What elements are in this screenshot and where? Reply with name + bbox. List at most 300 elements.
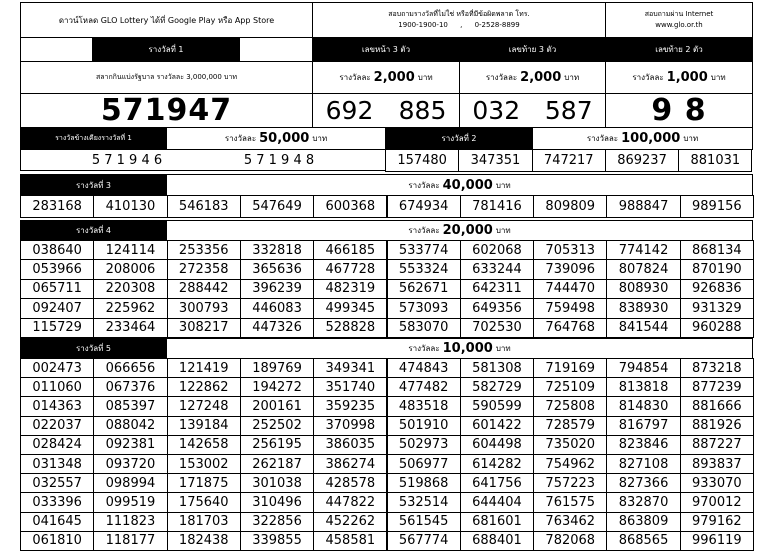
prize5-number bbox=[606, 492, 680, 512]
prize5-number bbox=[460, 512, 534, 532]
prize4-number-text: 332818 bbox=[252, 242, 302, 258]
prize4-number-text: 288442 bbox=[178, 281, 229, 297]
prize5-number-text: 121419 bbox=[178, 360, 229, 376]
prize5-number bbox=[606, 377, 680, 397]
prize5-number-text: 339855 bbox=[252, 533, 302, 549]
front3-amount-suffix: บาท bbox=[417, 73, 433, 82]
prize5-number-text: 601422 bbox=[472, 418, 522, 434]
prize4-number bbox=[460, 318, 534, 338]
prize5-number bbox=[387, 454, 461, 474]
prize5-number bbox=[313, 416, 387, 436]
prize4-number-text: 208006 bbox=[105, 262, 156, 278]
first-prize-number-text: 571947 bbox=[100, 93, 233, 128]
prize5-number bbox=[93, 377, 167, 397]
prize5-number-text: 452262 bbox=[325, 514, 376, 530]
prize4-number bbox=[240, 259, 314, 279]
prize5-number bbox=[167, 492, 241, 512]
prize4-number bbox=[533, 318, 607, 338]
first-prize-title-text: รางวัลที่ 1 bbox=[148, 45, 184, 54]
prize5-number bbox=[680, 473, 754, 493]
prize5-number bbox=[533, 531, 607, 551]
prize5-number bbox=[93, 435, 167, 455]
prize4-number bbox=[387, 279, 461, 299]
prize5-number-text: 754962 bbox=[545, 456, 596, 472]
prize4-number-text: 220308 bbox=[105, 281, 156, 297]
prize5-number-text: 827366 bbox=[618, 475, 669, 491]
near-first-title bbox=[20, 127, 167, 150]
prize4-number bbox=[20, 318, 94, 338]
prize4-number-text: 868134 bbox=[692, 242, 742, 258]
prize5-number bbox=[20, 531, 94, 551]
prize5-number-text: 252502 bbox=[252, 418, 302, 434]
prize4-number-text: 702530 bbox=[472, 320, 522, 336]
prize5-number bbox=[20, 358, 94, 378]
prize5-number bbox=[167, 358, 241, 378]
prize3-number-text: 600368 bbox=[325, 199, 376, 214]
download-notice bbox=[20, 2, 313, 38]
prize4-amount-suffix: บาท bbox=[495, 226, 511, 235]
prize5-number bbox=[313, 492, 387, 512]
prize4-number-text: 447326 bbox=[252, 320, 302, 336]
prize2-number-text: 869237 bbox=[617, 153, 667, 168]
prize5-number bbox=[533, 473, 607, 493]
prize4-number-text: 499345 bbox=[325, 300, 376, 316]
front3-numbers bbox=[312, 93, 460, 128]
prize4-number bbox=[313, 240, 387, 260]
prize3-number-text: 547649 bbox=[252, 199, 302, 214]
prize2-amount-suffix: บาท bbox=[683, 134, 699, 143]
prize5-number-text: 370998 bbox=[325, 418, 376, 434]
prize5-number bbox=[240, 396, 314, 416]
prize5-number bbox=[240, 377, 314, 397]
prize2-amount bbox=[532, 127, 753, 150]
prize5-number-text: 868565 bbox=[618, 533, 669, 549]
prize5-number-text: 483518 bbox=[398, 398, 449, 414]
prize5-number bbox=[167, 396, 241, 416]
back3-amount-value: 2,000 bbox=[520, 70, 562, 85]
near-first-amount-value: 50,000 bbox=[259, 131, 310, 146]
prize4-number bbox=[606, 318, 680, 338]
prize5-number bbox=[606, 512, 680, 532]
prize4-number-text: 038640 bbox=[32, 242, 82, 258]
prize5-number bbox=[533, 358, 607, 378]
prize5-number bbox=[313, 454, 387, 474]
prize4-number-text: 602068 bbox=[472, 242, 522, 258]
prize3-number-text: 781416 bbox=[472, 199, 522, 214]
prize3-number bbox=[313, 195, 387, 218]
prize4-amount bbox=[166, 220, 753, 241]
prize5-number bbox=[460, 531, 534, 551]
prize5-number bbox=[240, 435, 314, 455]
prize4-number bbox=[606, 279, 680, 299]
prize3-number bbox=[20, 195, 94, 218]
prize4-number bbox=[460, 240, 534, 260]
prize5-number-text: 118177 bbox=[105, 533, 156, 549]
prize4-number bbox=[240, 279, 314, 299]
prize5-number bbox=[387, 416, 461, 436]
prize5-number bbox=[93, 531, 167, 551]
prize5-number-text: 189769 bbox=[252, 360, 302, 376]
prize4-number bbox=[240, 240, 314, 260]
prize4-number bbox=[460, 259, 534, 279]
internet-url: www.glo.or.th bbox=[655, 21, 703, 29]
prize4-number bbox=[93, 259, 167, 279]
prize5-number bbox=[20, 435, 94, 455]
prize5-number-text: 763462 bbox=[545, 514, 596, 530]
prize4-number bbox=[20, 279, 94, 299]
prize4-number-text: 808930 bbox=[618, 281, 669, 297]
prize5-number bbox=[460, 396, 534, 416]
prize5-number-text: 688401 bbox=[472, 533, 522, 549]
prize5-number bbox=[167, 454, 241, 474]
back2-number-text: 9 8 bbox=[651, 93, 707, 128]
prize4-number-text: 092407 bbox=[32, 300, 82, 316]
prize4-number bbox=[606, 240, 680, 260]
prize5-number-text: 567774 bbox=[398, 533, 449, 549]
prize4-number bbox=[533, 298, 607, 318]
prize5-number bbox=[460, 454, 534, 474]
prize2-title-text: รางวัลที่ 2 bbox=[441, 134, 477, 143]
prize3-amount-suffix: บาท bbox=[495, 180, 511, 190]
prize3-number bbox=[606, 195, 680, 218]
prize4-number bbox=[387, 240, 461, 260]
prize5-number-text: 502973 bbox=[398, 437, 449, 453]
prize4-number bbox=[93, 279, 167, 299]
prize5-number-text: 171875 bbox=[178, 475, 229, 491]
prize5-number-text: 728579 bbox=[545, 418, 596, 434]
prize5-number-text: 301038 bbox=[252, 475, 302, 491]
prize4-number bbox=[533, 279, 607, 299]
prize5-number-text: 725808 bbox=[545, 398, 596, 414]
inquiry-phone-info bbox=[312, 2, 606, 38]
prize4-number-text: 739096 bbox=[545, 262, 596, 278]
prize5-number bbox=[93, 454, 167, 474]
prize5-number bbox=[313, 435, 387, 455]
prize5-number-text: 139184 bbox=[178, 418, 229, 434]
prize4-number-text: 838930 bbox=[618, 300, 669, 316]
prize5-number-text: 474843 bbox=[398, 360, 449, 376]
prize4-number bbox=[20, 240, 94, 260]
first-prize-title-right-spacer bbox=[239, 37, 313, 62]
prize5-amount bbox=[166, 338, 753, 359]
prize5-number bbox=[387, 473, 461, 493]
prize3-number bbox=[387, 195, 461, 218]
prize5-number-text: 200161 bbox=[252, 398, 302, 414]
prize5-number-text: 863809 bbox=[618, 514, 669, 530]
first-prize-title bbox=[92, 37, 240, 62]
prize5-number-text: 823846 bbox=[618, 437, 669, 453]
download-text: ดาวน์โหลด GLO Lottery ได้ที่ Google Play หรือ App Store bbox=[58, 15, 275, 25]
prize5-number bbox=[240, 512, 314, 532]
prize5-number-text: 782068 bbox=[545, 533, 596, 549]
prize5-number-text: 887227 bbox=[692, 437, 742, 453]
prize5-number bbox=[533, 492, 607, 512]
prize3-number-text: 809809 bbox=[545, 199, 596, 214]
near-first-numbers bbox=[20, 149, 386, 171]
prize5-number-text: 351740 bbox=[325, 379, 376, 395]
prize5-number-text: 022037 bbox=[32, 418, 82, 434]
front3-number-1: 692 bbox=[325, 96, 374, 125]
front3-number-2: 885 bbox=[398, 96, 447, 125]
prize5-number bbox=[240, 358, 314, 378]
prize5-number-text: 761575 bbox=[545, 494, 596, 510]
prize4-number bbox=[680, 318, 754, 338]
prize5-number bbox=[460, 377, 534, 397]
near-first-number-1: 5 7 1 9 4 6 bbox=[91, 152, 163, 168]
back2-amount-suffix: บาท bbox=[710, 73, 726, 82]
prize5-number bbox=[606, 416, 680, 436]
prize5-number bbox=[93, 416, 167, 436]
prize5-number bbox=[387, 531, 461, 551]
prize4-title bbox=[20, 220, 167, 241]
prize5-number bbox=[387, 492, 461, 512]
prize5-number-text: 098994 bbox=[105, 475, 156, 491]
prize3-title bbox=[20, 174, 167, 196]
prize5-number-text: 033396 bbox=[32, 494, 82, 510]
prize5-number bbox=[93, 492, 167, 512]
prize5-amount-suffix: บาท bbox=[495, 344, 511, 353]
prize5-number bbox=[20, 454, 94, 474]
prize5-number-text: 816797 bbox=[618, 418, 669, 434]
prize5-number-text: 262187 bbox=[252, 456, 302, 472]
prize5-number bbox=[680, 358, 754, 378]
prize4-number-text: 931329 bbox=[692, 300, 742, 316]
prize4-number bbox=[313, 279, 387, 299]
prize5-number-text: 590599 bbox=[472, 398, 522, 414]
prize4-number bbox=[387, 318, 461, 338]
prize4-number-text: 482319 bbox=[325, 281, 376, 297]
back3-numbers bbox=[459, 93, 606, 128]
prize3-number bbox=[680, 195, 754, 218]
prize4-number bbox=[20, 259, 94, 279]
prize4-number bbox=[167, 318, 241, 338]
prize5-number bbox=[387, 435, 461, 455]
prize3-amount bbox=[166, 174, 753, 196]
prize4-number-text: 573093 bbox=[398, 300, 449, 316]
prize5-number-text: 893837 bbox=[692, 456, 742, 472]
prize5-number-text: 153002 bbox=[178, 456, 229, 472]
prize4-number-text: 396239 bbox=[252, 281, 302, 297]
prize4-number-text: 365636 bbox=[252, 262, 302, 278]
prize5-number bbox=[20, 512, 94, 532]
prize4-number-text: 807824 bbox=[618, 262, 669, 278]
prize5-number bbox=[387, 396, 461, 416]
prize5-number-text: 873218 bbox=[692, 360, 742, 376]
prize5-number-text: 092381 bbox=[105, 437, 156, 453]
prize5-number-text: 142658 bbox=[178, 437, 229, 453]
near-first-amount bbox=[166, 127, 386, 150]
prize5-number-text: 182438 bbox=[178, 533, 229, 549]
prize5-number bbox=[387, 512, 461, 532]
prize5-number bbox=[93, 512, 167, 532]
prize4-number bbox=[240, 318, 314, 338]
prize5-number-text: 719169 bbox=[545, 360, 596, 376]
prize3-number-text: 283168 bbox=[32, 199, 82, 214]
prize5-amount-prefix: รางวัลละ bbox=[408, 344, 440, 353]
prize4-number-text: 053966 bbox=[32, 262, 82, 278]
prize4-number-text: 870190 bbox=[692, 262, 742, 278]
prize5-number-text: 386035 bbox=[325, 437, 376, 453]
prize5-number bbox=[20, 473, 94, 493]
prize5-number bbox=[93, 473, 167, 493]
prize2-number-text: 881031 bbox=[690, 153, 741, 168]
prize5-number-text: 028424 bbox=[32, 437, 82, 453]
prize2-amount-value: 100,000 bbox=[621, 131, 681, 146]
prize2-number-text: 747217 bbox=[543, 153, 594, 168]
front3-title-text: เลขหน้า 3 ตัว bbox=[361, 45, 411, 54]
prize4-number bbox=[680, 240, 754, 260]
prize5-number-text: 122862 bbox=[178, 379, 229, 395]
prize5-number-text: 725109 bbox=[545, 379, 596, 395]
prize4-number-text: 272358 bbox=[178, 262, 229, 278]
prize4-number-text: 300793 bbox=[178, 300, 229, 316]
prize5-number bbox=[313, 531, 387, 551]
prize5-number-text: 996119 bbox=[692, 533, 742, 549]
prize5-number-text: 175640 bbox=[178, 494, 229, 510]
prize5-number bbox=[167, 512, 241, 532]
prize5-number-text: 002473 bbox=[32, 360, 82, 376]
first-prize-number bbox=[20, 93, 313, 128]
prize4-number bbox=[313, 318, 387, 338]
prize5-number-text: 979162 bbox=[692, 514, 742, 530]
prize4-number-text: 764768 bbox=[545, 320, 596, 336]
prize5-number bbox=[167, 416, 241, 436]
prize5-title-text: รางวัลที่ 5 bbox=[76, 344, 111, 353]
prize2-number bbox=[385, 149, 459, 172]
prize5-number-text: 641756 bbox=[472, 475, 522, 491]
prize3-number-text: 988847 bbox=[618, 199, 669, 214]
prize5-number bbox=[387, 377, 461, 397]
prize5-number-text: 111823 bbox=[105, 514, 156, 530]
prize4-number-text: 446083 bbox=[252, 300, 302, 316]
prize5-number-text: 827108 bbox=[618, 456, 669, 472]
prize5-number bbox=[680, 396, 754, 416]
prize4-number-text: 467728 bbox=[325, 262, 376, 278]
prize5-number-text: 519868 bbox=[398, 475, 449, 491]
prize4-number bbox=[387, 259, 461, 279]
prize5-number-text: 256195 bbox=[252, 437, 302, 453]
back2-number bbox=[605, 93, 753, 128]
prize5-title bbox=[20, 338, 167, 359]
prize5-number bbox=[533, 416, 607, 436]
inquiry-phones bbox=[398, 20, 519, 31]
prize5-number bbox=[606, 473, 680, 493]
prize3-number bbox=[240, 195, 314, 218]
prize5-number bbox=[240, 531, 314, 551]
prize4-number-text: 233464 bbox=[105, 320, 156, 336]
prize5-number-text: 067376 bbox=[105, 379, 156, 395]
prize5-number-text: 031348 bbox=[32, 456, 82, 472]
prize5-amount-value: 10,000 bbox=[442, 341, 493, 356]
prize5-number bbox=[313, 377, 387, 397]
prize4-number-text: 253356 bbox=[178, 242, 229, 258]
prize5-number bbox=[533, 454, 607, 474]
prize5-number bbox=[93, 358, 167, 378]
inquiry-text: สอบถามรางวัลที่ไม่ใช่ หรือที่มีข้อผิดพลาด โทร. bbox=[388, 10, 530, 18]
prize4-number bbox=[680, 279, 754, 299]
prize5-number bbox=[680, 435, 754, 455]
prize2-number bbox=[678, 149, 752, 172]
first-prize-desc-text: สลากกินแบ่งรัฐบาล รางวัลละ 3,000,000 บาท bbox=[95, 73, 238, 81]
prize4-number-text: 926836 bbox=[692, 281, 742, 297]
prize4-number-text: 065711 bbox=[32, 281, 82, 297]
prize4-number-text: 583070 bbox=[398, 320, 449, 336]
prize5-number-text: 093720 bbox=[105, 456, 156, 472]
prize5-number-text: 582729 bbox=[472, 379, 522, 395]
prize5-number-text: 814830 bbox=[618, 398, 669, 414]
prize5-number-text: 447822 bbox=[325, 494, 376, 510]
prize5-number-text: 501910 bbox=[398, 418, 449, 434]
prize3-number bbox=[460, 195, 534, 218]
prize5-number-text: 014363 bbox=[32, 398, 82, 414]
prize4-number-text: 553324 bbox=[398, 262, 449, 278]
inquiry-phone-1: 1900-1900-10 bbox=[398, 21, 448, 29]
prize3-number-text: 410130 bbox=[105, 199, 156, 214]
prize5-number-text: 428578 bbox=[325, 475, 376, 491]
prize4-number bbox=[240, 298, 314, 318]
prize4-number bbox=[313, 298, 387, 318]
prize5-number bbox=[93, 396, 167, 416]
back3-title bbox=[459, 37, 606, 62]
back3-title-text: เลขท้าย 3 ตัว bbox=[508, 45, 557, 54]
prize2-number bbox=[532, 149, 606, 172]
first-prize-desc bbox=[20, 61, 313, 94]
prize5-number bbox=[460, 492, 534, 512]
back3-amount bbox=[459, 61, 606, 94]
prize4-number bbox=[167, 259, 241, 279]
prize4-number-text: 649356 bbox=[472, 300, 522, 316]
prize5-number-text: 088042 bbox=[105, 418, 156, 434]
back2-amount-prefix: รางวัลละ bbox=[632, 73, 664, 82]
prize5-number-text: 477482 bbox=[398, 379, 449, 395]
prize5-number bbox=[240, 473, 314, 493]
prize5-number-text: 061810 bbox=[32, 533, 82, 549]
prize5-number bbox=[313, 473, 387, 493]
prize3-number bbox=[93, 195, 167, 218]
prize2-number bbox=[458, 149, 532, 172]
prize5-number bbox=[606, 396, 680, 416]
prize5-number bbox=[606, 435, 680, 455]
prize4-number bbox=[93, 240, 167, 260]
prize5-number-text: 127248 bbox=[178, 398, 229, 414]
prize3-title-text: รางวัลที่ 3 bbox=[76, 180, 111, 190]
prize5-number-text: 561545 bbox=[398, 514, 449, 530]
prize5-number bbox=[680, 531, 754, 551]
prize5-number-text: 458581 bbox=[325, 533, 376, 549]
prize5-number-text: 614282 bbox=[472, 456, 522, 472]
prize2-amount-prefix: รางวัลละ bbox=[586, 134, 619, 143]
prize5-number-text: 011060 bbox=[32, 379, 82, 395]
back3-number-2: 587 bbox=[544, 96, 593, 125]
back2-title bbox=[605, 37, 753, 62]
inquiry-phone-2: 0-2528-8899 bbox=[474, 21, 520, 29]
prize5-number-text: 881666 bbox=[692, 398, 742, 414]
prize3-number-text: 674934 bbox=[398, 199, 449, 214]
prize2-number bbox=[605, 149, 679, 172]
prize5-number-text: 041645 bbox=[32, 514, 82, 530]
prize5-number-text: 066656 bbox=[105, 360, 156, 376]
prize5-number-text: 359235 bbox=[325, 398, 376, 414]
prize4-title-text: รางวัลที่ 4 bbox=[76, 226, 111, 235]
prize4-amount-prefix: รางวัลละ bbox=[408, 226, 440, 235]
first-prize-title-left-spacer bbox=[20, 37, 93, 62]
prize5-number bbox=[606, 358, 680, 378]
prize4-number bbox=[93, 318, 167, 338]
prize5-number bbox=[240, 492, 314, 512]
prize5-number bbox=[20, 396, 94, 416]
prize5-number-text: 032557 bbox=[32, 475, 82, 491]
prize3-amount-prefix: รางวัลละ bbox=[408, 180, 440, 190]
